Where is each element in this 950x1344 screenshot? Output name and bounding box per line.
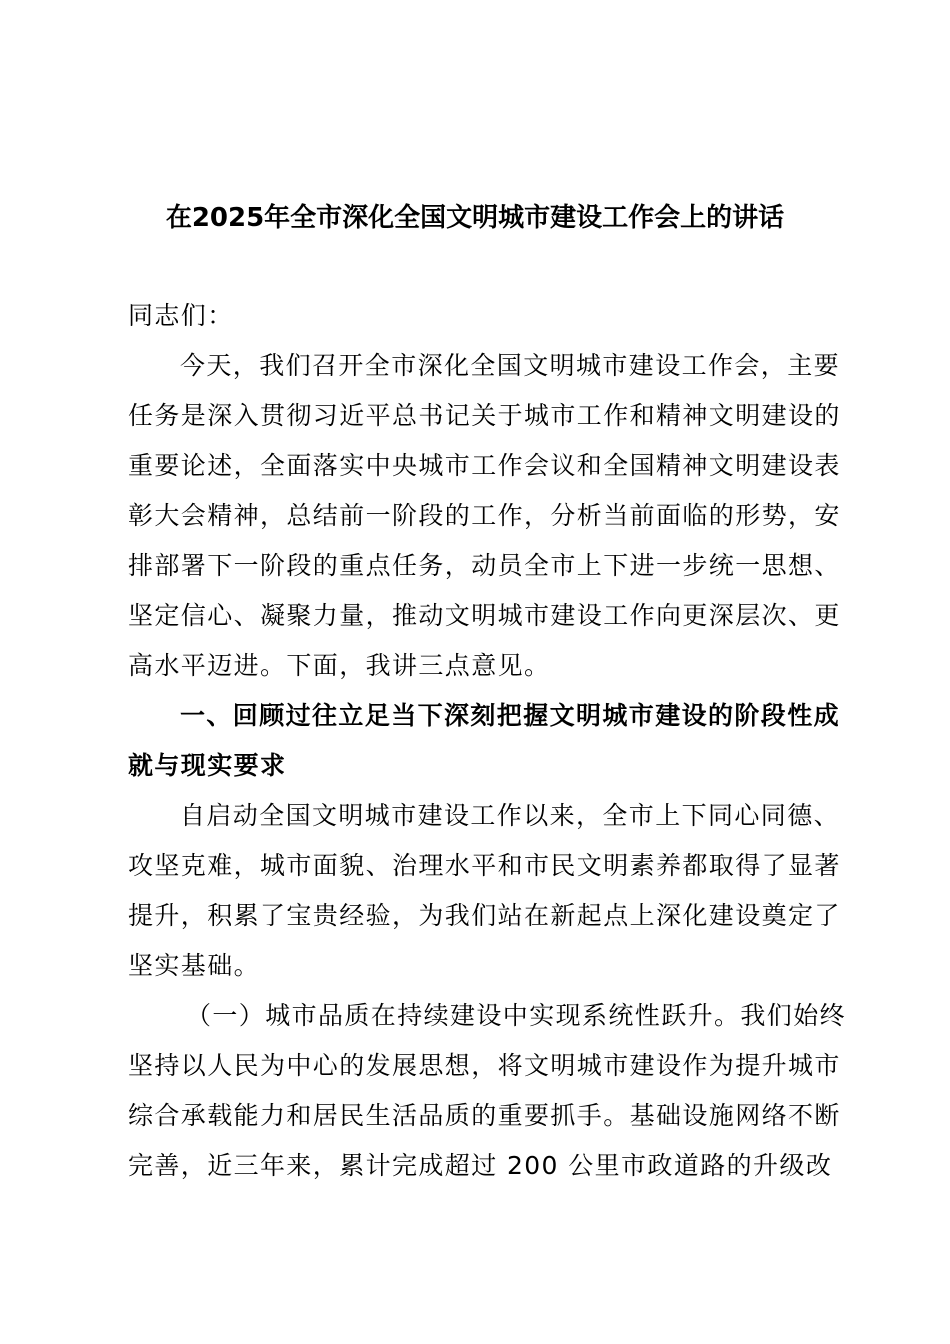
paragraph-line: 坚实基础。 <box>128 951 261 980</box>
paragraph-line: 今天，我们召开全市深化全国文明城市建设工作会，主要 <box>180 351 841 380</box>
paragraph-line: 坚定信心、凝聚力量，推动文明城市建设工作向更深层次、更 <box>128 601 841 630</box>
salutation: 同志们： <box>128 301 234 330</box>
document-title: 在2025年全市深化全国文明城市建设工作会上的讲话 <box>165 203 785 233</box>
section-heading-line: 就与现实要求 <box>128 751 287 780</box>
document-body <box>128 291 847 1191</box>
section-heading-line: 一、回顾过往立足当下深刻把握文明城市建设的阶段性成 <box>180 701 841 730</box>
subsection-line: （一）城市品质在持续建设中实现系统性跃升。我们始终 <box>186 1001 847 1030</box>
paragraph-line: 自启动全国文明城市建设工作以来，全市上下同心同德、 <box>180 801 841 830</box>
paragraph-line: 高水平迈进。下面，我讲三点意见。 <box>128 651 551 680</box>
paragraph-line: 彰大会精神，总结前一阶段的工作，分析当前面临的形势，安 <box>128 501 841 530</box>
paragraph-line: 完善，近三年来，累计完成超过 200 公里市政道路的升级改 <box>128 1151 833 1180</box>
paragraph-line: 攻坚克难，城市面貌、治理水平和市民文明素养都取得了显著 <box>128 851 841 880</box>
paragraph-line: 坚持以人民为中心的发展思想，将文明城市建设作为提升城市 <box>128 1051 841 1080</box>
paragraph-line: 排部署下一阶段的重点任务，动员全市上下进一步统一思想、 <box>128 551 841 580</box>
paragraph-line: 重要论述，全面落实中央城市工作会议和全国精神文明建设表 <box>128 451 841 480</box>
paragraph-line: 综合承载能力和居民生活品质的重要抓手。基础设施网络不断 <box>128 1101 841 1130</box>
paragraph-line: 任务是深入贯彻习近平总书记关于城市工作和精神文明建设的 <box>128 401 841 430</box>
paragraph-line: 提升，积累了宝贵经验，为我们站在新起点上深化建设奠定了 <box>128 901 841 930</box>
